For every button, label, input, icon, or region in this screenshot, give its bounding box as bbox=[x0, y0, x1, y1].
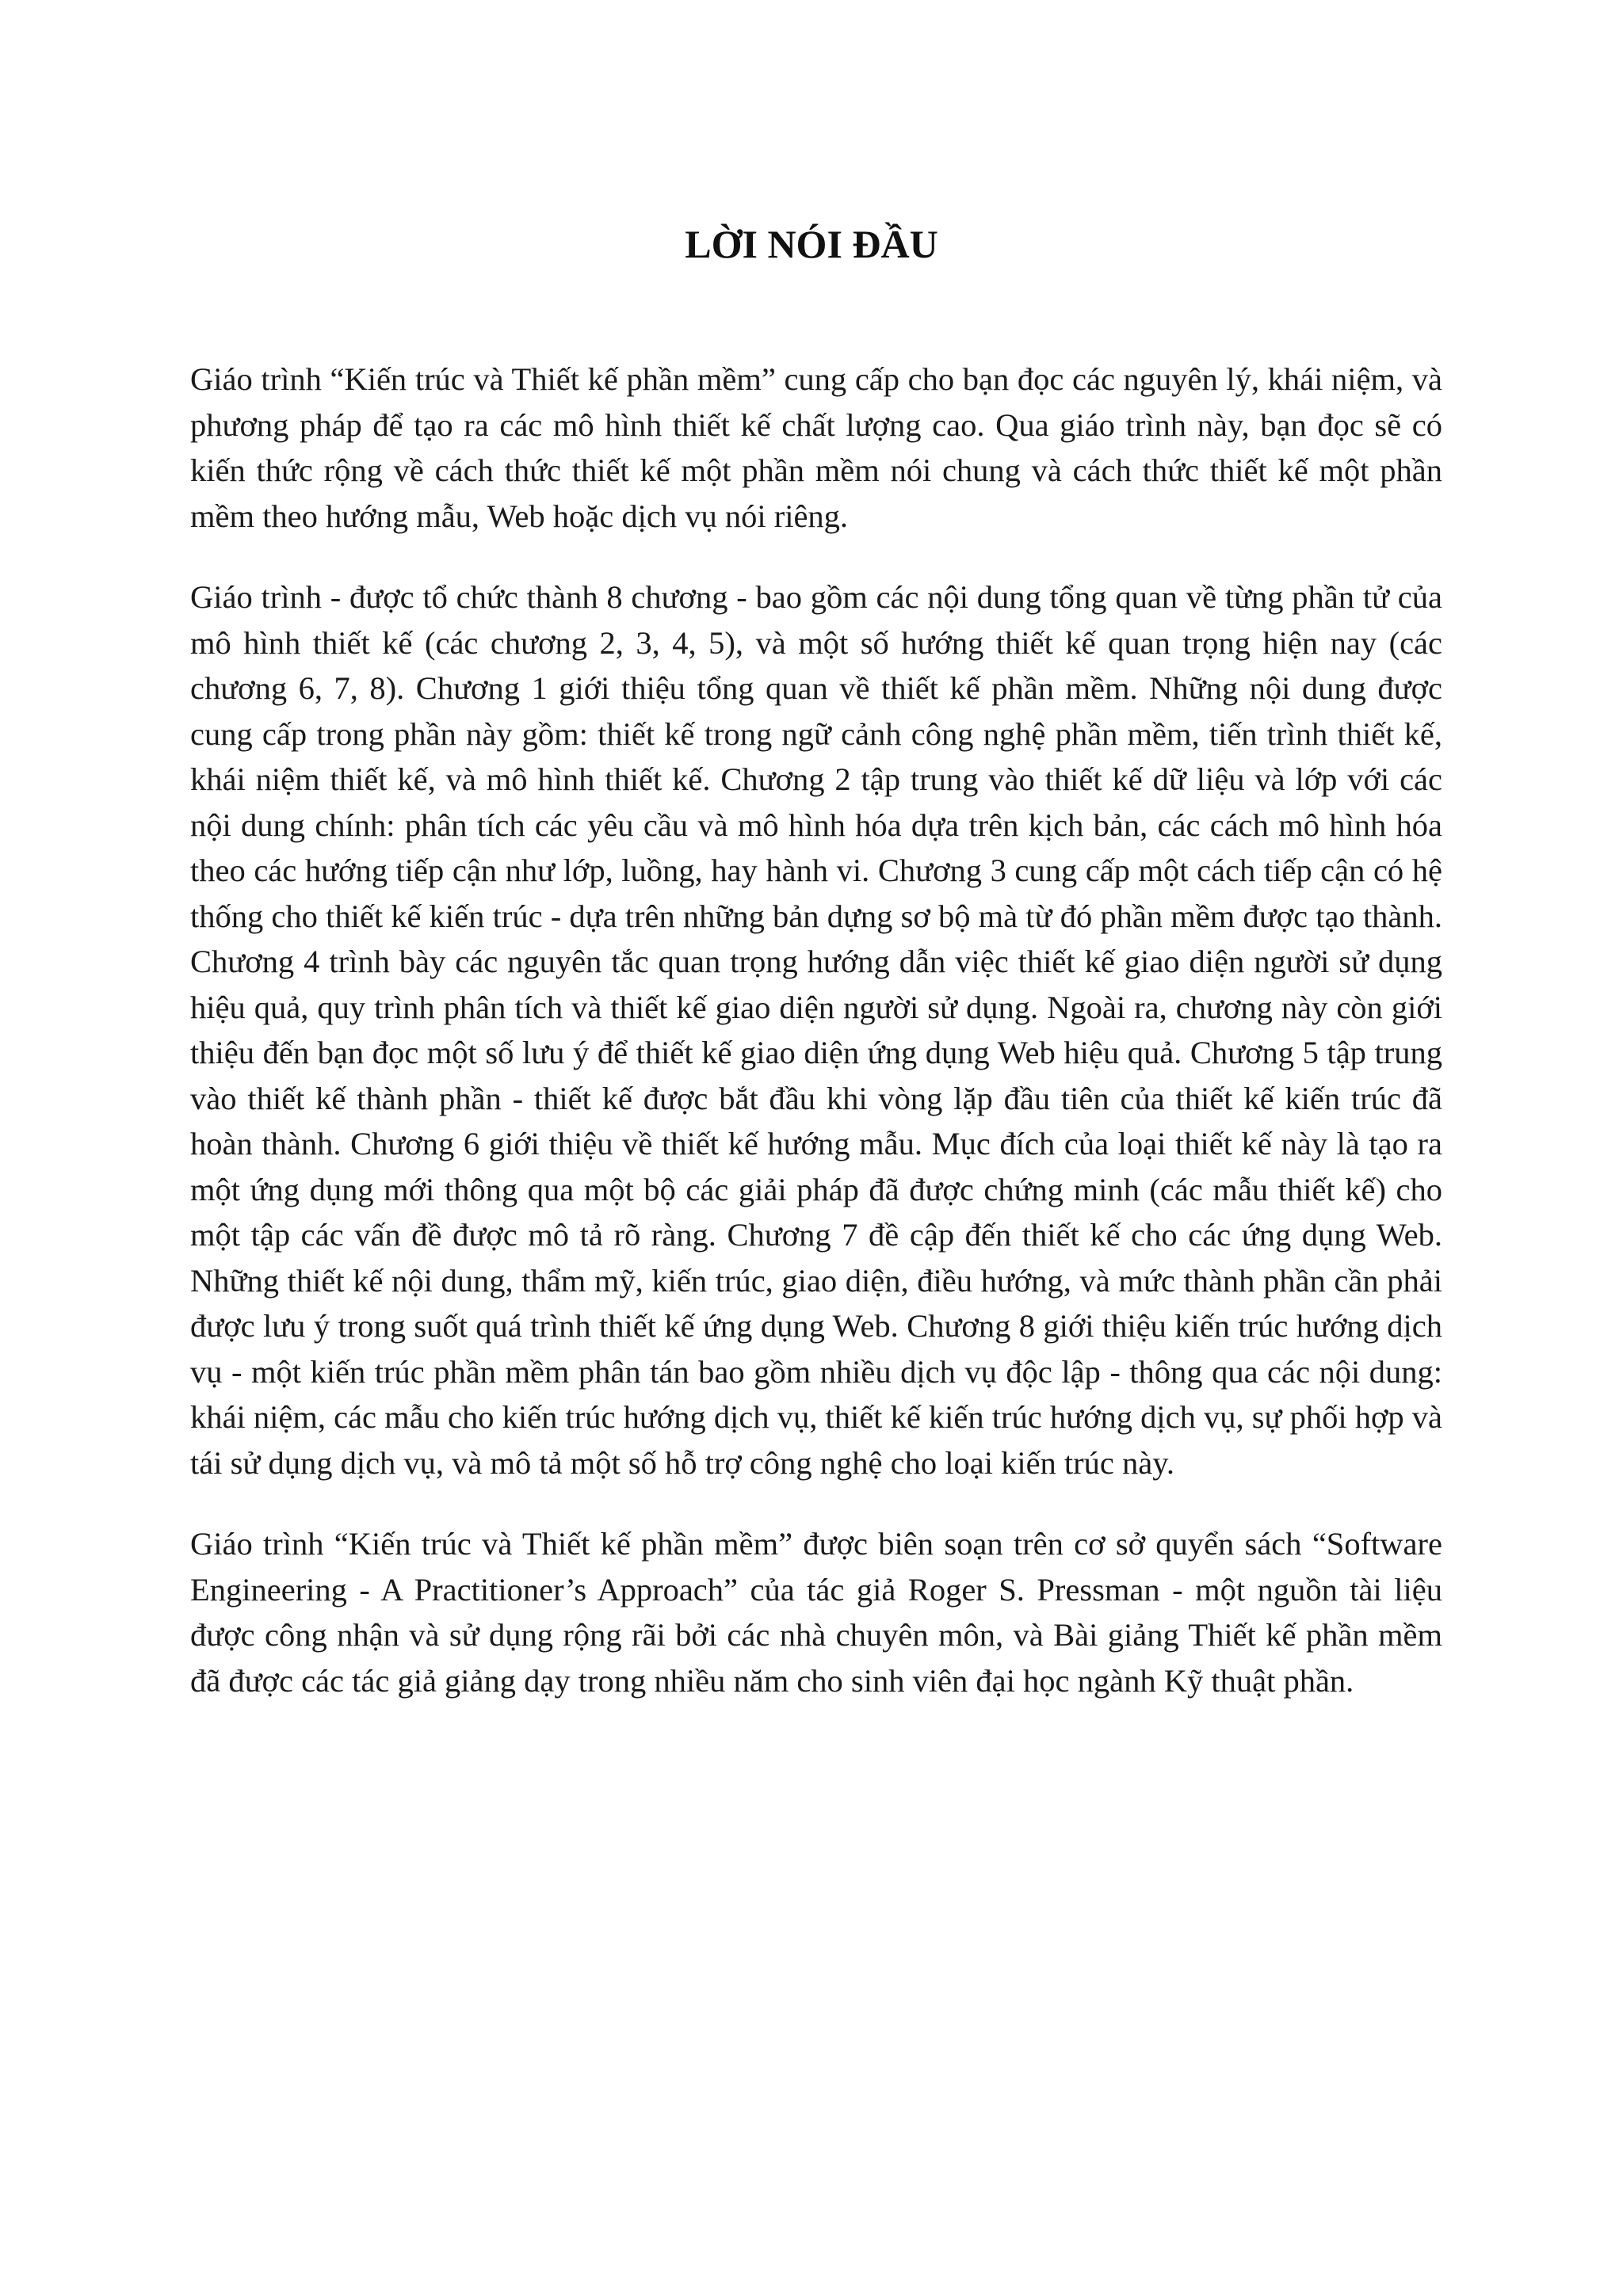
page-title: LỜI NÓI ĐẦU bbox=[685, 222, 938, 266]
paragraph-sources: Giáo trình “Kiến trúc và Thiết kế phần mềm” được biên soạn trên cơ sở quyển sách “Software Engineering - A Practitioner’s Approach” của tác giả Roger S. Pressman - một nguồn tài liệu được công nhận và sử dụng rộng rãi bởi các nhà chuyên môn, và Bài giảng Thiết kế phần mềm đã được các tác giả giảng dạy trong nhiều năm cho sinh viên đại học ngành Kỹ thuật phần. bbox=[190, 1526, 1442, 1699]
paragraph-chapters: Giáo trình - được tổ chức thành 8 chương - bao gồm các nội dung tổng quan về từng phần tử của mô hình thiết kế (các chương 2, 3, 4, 5), và một số hướng thiết kế quan trọng hiện nay (các chương 6, 7, 8). Chương 1 giới thiệu tổng quan về thiết kế phần mềm. Những nội dung được cung cấp trong phần này gồm: thiết kế trong ngữ cảnh công nghệ phần mềm, tiến trình thiết kế, khái niệm thiết kế, và mô hình thiết kế. Chương 2 tập trung vào thiết kế dữ liệu và lớp với các nội dung chính: phân tích các yêu cầu và mô hình hóa dựa trên kịch bản, các cách mô hình hóa theo các hướng tiếp cận như lớp, luồng, hay hành vi. Chương 3 cung cấp một cách tiếp cận có hệ thống cho thiết kế kiến trúc - dựa trên những bản dựng sơ bộ mà từ đó phần mềm được tạo thành. Chương 4 trình bày các nguyên tắc quan trọng hướng dẫn việc thiết kế giao diện người sử dụng hiệu quả, quy trình phân tích và thiết kế giao diện người sử dụng. Ngoài ra, chương này còn giới thiệu đến bạn đọc một số lưu ý để thiết kế giao diện ứng dụng Web hiệu quả. Chương 5 tập trung vào thiết kế thành phần - thiết kế được bắt đầu khi vòng lặp đầu tiên của thiết kế kiến trúc đã hoàn thành. Chương 6 giới thiệu về thiết kế hướng mẫu. Mục đích của loại thiết kế này là tạo ra một ứng dụng mới thông qua một bộ các giải pháp đã được chứng minh (các mẫu thiết kế) cho một tập các vấn đề được mô tả rõ ràng. Chương 7 đề cập đến thiết kế cho các ứng dụng Web. Những thiết kế nội dung, thẩm mỹ, kiến trúc, giao diện, điều hướng, và mức thành phần cần phải được lưu ý trong suốt quá trình thiết kế ứng dụng Web. Chương 8 giới thiệu kiến trúc hướng dịch vụ - một kiến trúc phần mềm phân tán bao gồm nhiều dịch vụ độc lập - thông qua các nội dung: khái niệm, các mẫu cho kiến trúc hướng dịch vụ, thiết kế kiến trúc hướng dịch vụ, sự phối hợp và tái sử dụng dịch vụ, và mô tả một số hỗ trợ công nghệ cho loại kiến trúc này. bbox=[190, 579, 1442, 1481]
paragraph-intro: Giáo trình “Kiến trúc và Thiết kế phần mềm” cung cấp cho bạn đọc các nguyên lý, khái niệm, và phương pháp để tạo ra các mô hình thiết kế chất lượng cao. Qua giáo trình này, bạn đọc sẽ có kiến thức rộng về cách thức thiết kế một phần mềm nói chung và cách thức thiết kế một phần mềm theo hướng mẫu, Web hoặc dịch vụ nói riêng. bbox=[190, 361, 1442, 534]
body-text bbox=[190, 357, 1442, 1739]
